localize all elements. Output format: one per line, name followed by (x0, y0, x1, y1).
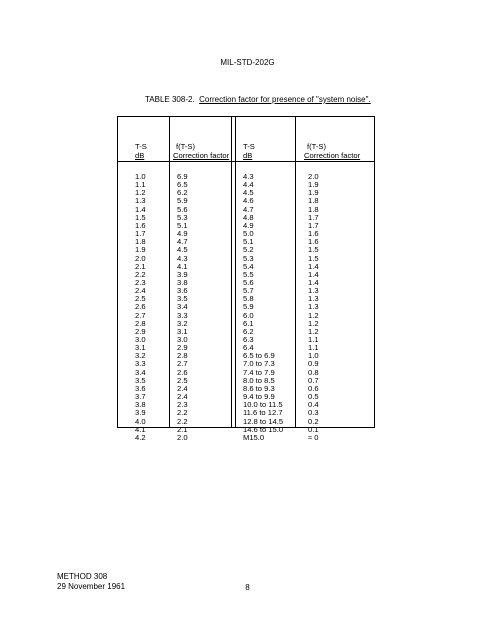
table-cell: 2.8 (177, 351, 188, 361)
table-cell: 3.1 (135, 343, 146, 353)
table-cell: 4.6 (243, 196, 254, 206)
footer-date: 29 November 1961 (57, 582, 126, 591)
table-cell: 3.0 (135, 335, 146, 344)
table-cell: 1.9 (308, 180, 319, 190)
table-vertical-rule (169, 116, 170, 428)
table-cell: 0.8 (308, 367, 319, 377)
table-cell: 3.3 (135, 359, 146, 369)
table-cell: 4.5 (177, 245, 188, 255)
table-cell: 4.5 (243, 188, 254, 198)
table-cell: 8.6 to 9.3 (243, 383, 275, 393)
table-cell: 7.4 to 7.9 (243, 367, 275, 377)
table-cell: 2.0 (177, 432, 188, 442)
table-cell: 1.3 (308, 302, 319, 312)
table-cell: 1.4 (308, 261, 319, 271)
table-top-border (117, 116, 375, 117)
table-cell: 6.2 (177, 188, 188, 198)
table-cell: 3.2 (135, 351, 146, 361)
correction-factor-table (117, 116, 375, 442)
table-cell: 6.5 to 6.9 (243, 351, 275, 361)
table-vertical-rule (374, 116, 375, 428)
table-cell: 5.9 (177, 196, 188, 206)
table-cell: 1.7 (308, 220, 319, 230)
table-cell: 14.6 to 15.0 (243, 424, 284, 434)
table-cell: 3.7 (135, 392, 146, 402)
table-cell: 3.1 (177, 326, 188, 336)
table-cell: 1.8 (308, 204, 319, 214)
table-cell: 11.6 to 12.7 (243, 408, 283, 418)
column-header-unit: dB (135, 151, 145, 160)
table-cell: 5.5 (243, 269, 254, 279)
table-cell: 2.9 (135, 326, 146, 336)
table-caption-title: Correction factor for presence of "system noise". (199, 95, 371, 104)
table-cell: 2.2 (177, 416, 188, 426)
table-cell: 3.2 (177, 318, 188, 328)
table-cell: 12.8 to 14.5 (243, 416, 284, 426)
table-cell: 1.7 (135, 229, 146, 239)
column-header: f(T-S) (307, 142, 326, 151)
table-cell: 3.4 (135, 367, 146, 377)
table-cell: 4.0 (135, 416, 146, 426)
table-cell: 3.4 (177, 302, 188, 312)
table-cell: 6.5 (177, 180, 188, 190)
table-cell: 9.4 to 9.9 (243, 392, 275, 402)
table-cell: 2.6 (135, 302, 146, 312)
table-cell: 1.1 (308, 335, 319, 344)
table-cell: 1.3 (135, 196, 146, 206)
table-cell: 2.4 (177, 383, 188, 393)
document-id: MIL-STD-202G (220, 58, 275, 67)
table-caption-prefix: TABLE 308-2. (145, 95, 195, 104)
page-number: 8 (245, 583, 250, 592)
column-header-unit: Correction factor (304, 151, 361, 160)
table-cell: 1.6 (308, 229, 319, 239)
table-cell: 4.3 (177, 253, 188, 263)
table-cell: 0.4 (308, 400, 319, 410)
table-cell: 2.5 (177, 375, 188, 385)
table-cell: 3.8 (177, 277, 188, 287)
table-cell: 6.3 (243, 335, 254, 344)
table-cell: 5.6 (243, 277, 254, 287)
table-cell: 4.7 (177, 237, 188, 247)
table-cell: 3.6 (177, 286, 188, 296)
table-cell: 4.3 (243, 172, 254, 181)
table-cell: 1.1 (135, 180, 146, 190)
table-cell: 1.3 (308, 286, 319, 296)
table-caption (145, 95, 371, 104)
table-cell: 4.9 (177, 229, 188, 239)
table-cell: ≈ 0 (308, 432, 319, 442)
table-cell: 1.8 (135, 237, 146, 247)
table-cell: M15.0 (243, 432, 265, 442)
table-cell: 1.2 (308, 326, 319, 336)
table-cell: 5.1 (177, 220, 188, 230)
table-vertical-rule (117, 116, 118, 428)
table-cell: 5.0 (243, 229, 254, 239)
table-cell: 1.0 (308, 351, 319, 361)
table-cell: 1.5 (308, 253, 319, 263)
table-header-rule (117, 161, 375, 162)
footer-method: METHOD 308 (57, 572, 108, 581)
table-cell: 5.8 (243, 294, 254, 304)
table-cell: 1.7 (308, 212, 319, 222)
table-cell: 1.6 (308, 237, 319, 247)
table-cell: 1.2 (308, 310, 319, 320)
table-cell: 2.3 (177, 400, 188, 410)
table-cell: 2.7 (135, 310, 146, 320)
table-cell: 2.4 (177, 392, 188, 402)
table-cell: 1.9 (308, 188, 319, 198)
table-cell: 2.4 (135, 286, 146, 296)
table-cell: 3.6 (135, 383, 146, 393)
table-cell: 1.6 (135, 220, 146, 230)
table-cell: 0.9 (308, 359, 319, 369)
table-vertical-rule (235, 116, 236, 428)
table-cell: 3.9 (135, 408, 146, 418)
table-cell: 4.1 (135, 424, 146, 434)
table-cell: 5.9 (243, 302, 254, 312)
table-cell: 1.5 (308, 245, 319, 255)
table-cell: 4.9 (243, 220, 254, 230)
table-cell: 1.2 (308, 318, 319, 328)
table-cell: 3.5 (177, 294, 188, 304)
table-cell: 4.4 (243, 180, 254, 190)
table-cell: 2.9 (177, 343, 188, 353)
table-cell: 1.4 (135, 204, 146, 214)
table-cell: 2.1 (177, 424, 188, 434)
table-cell: 3.0 (177, 335, 188, 344)
table-cell: 1.4 (308, 269, 319, 279)
table-cell: 2.6 (177, 367, 188, 377)
table-cell: 0.5 (308, 392, 319, 402)
table-cell: 6.4 (243, 343, 254, 353)
table-cell: 2.7 (177, 359, 188, 369)
table-vertical-rule (295, 116, 296, 428)
table-cell: 1.5 (135, 212, 146, 222)
table-cell: 4.8 (243, 212, 254, 222)
table-cell: 1.3 (308, 294, 319, 304)
table-cell: 1.4 (308, 277, 319, 287)
table-cell: 6.9 (177, 172, 188, 181)
column-header-unit: Correction factor (173, 151, 230, 160)
table-cell: 1.2 (135, 188, 146, 198)
table-cell: 3.3 (177, 310, 188, 320)
table-cell: 0.1 (308, 424, 319, 434)
table-cell: 8.0 to 8.5 (243, 375, 275, 385)
table-cell: 3.5 (135, 375, 146, 385)
table-cell: 10.0 to 11.5 (243, 400, 283, 410)
column-header-unit: dB (243, 151, 253, 160)
table-cell: 3.8 (135, 400, 146, 410)
table-cell: 0.6 (308, 383, 319, 393)
table-cell: 2.3 (135, 277, 146, 287)
table-cell: 2.0 (135, 253, 146, 263)
table-cell: 1.1 (308, 343, 319, 353)
table-cell: 3.9 (177, 269, 188, 279)
table-vertical-rule (231, 116, 232, 428)
table-cell: 7.0 to 7.3 (243, 359, 275, 369)
column-header: T-S (135, 142, 147, 151)
table-cell: 2.1 (135, 261, 146, 271)
table-cell: 6.0 (243, 310, 254, 320)
table-cell: 2.8 (135, 318, 146, 328)
table-cell: 1.0 (135, 172, 146, 181)
table-cell: 2.0 (308, 172, 319, 181)
table-cell: 5.3 (177, 212, 188, 222)
table-cell: 0.2 (308, 416, 319, 426)
table-cell: 0.3 (308, 408, 319, 418)
table-cell: 4.7 (243, 204, 254, 214)
column-header: T-S (243, 142, 255, 151)
table-cell: 0.7 (308, 375, 319, 385)
column-header: f(T-S) (176, 142, 195, 151)
table-cell: 6.2 (243, 326, 254, 336)
table-cell: 1.9 (135, 245, 146, 255)
table-cell: 5.1 (243, 237, 254, 247)
table-cell: 2.2 (135, 269, 146, 279)
table-cell: 2.5 (135, 294, 146, 304)
table-cell: 4.2 (135, 432, 146, 442)
table-cell: 5.7 (243, 286, 254, 296)
table-cell: 2.2 (177, 408, 188, 418)
table-cell: 1.8 (308, 196, 319, 206)
table-cell: 5.3 (243, 253, 254, 263)
table-cell: 4.1 (177, 261, 188, 271)
table-cell: 5.6 (177, 204, 188, 214)
table-cell: 6.1 (243, 318, 254, 328)
table-cell: 5.2 (243, 245, 254, 255)
table-cell: 5.4 (243, 261, 254, 271)
